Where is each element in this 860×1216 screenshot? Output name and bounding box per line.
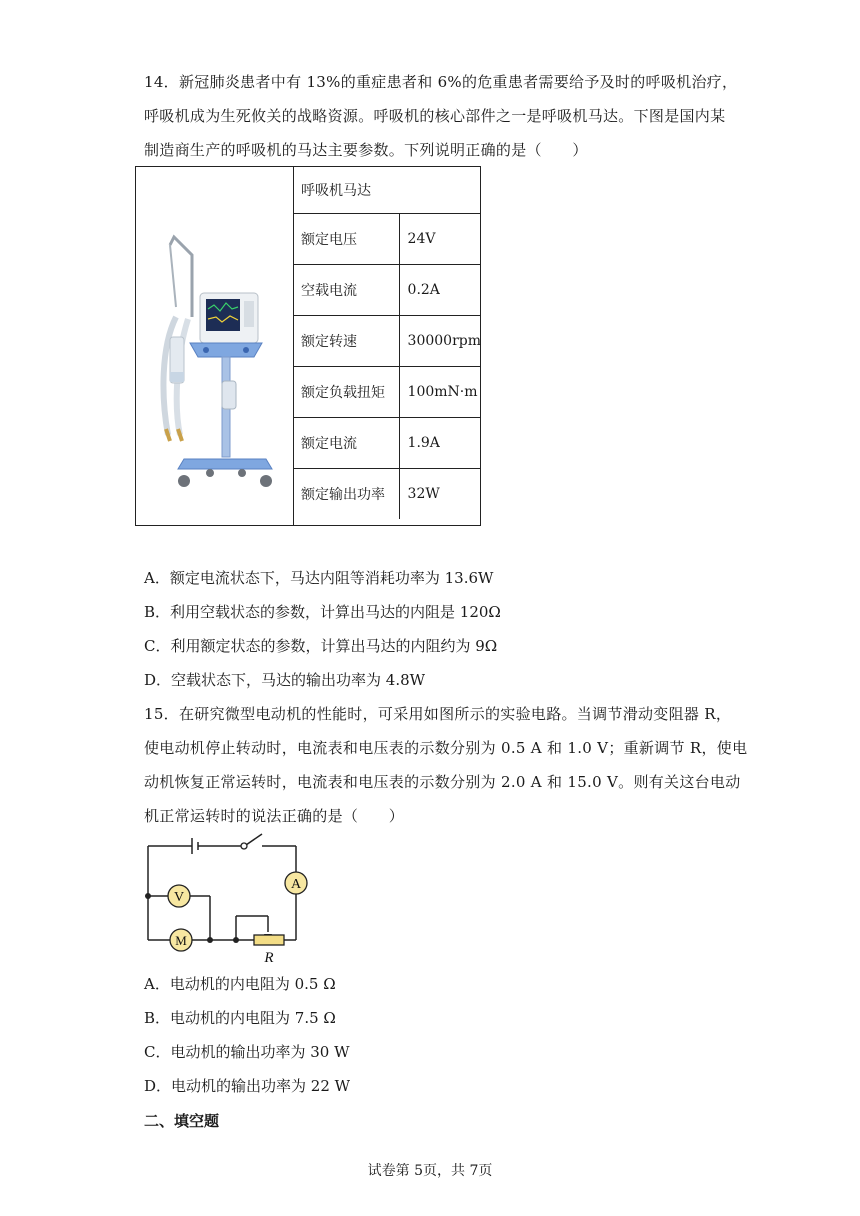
param-name: 额定转速 xyxy=(293,315,399,366)
q15-text-line-3: 动机恢复正常运转时，电流表和电压表的示数分别为 2.0 A 和 15.0 V。则有关这台电动 xyxy=(144,773,741,791)
circuit-diagram xyxy=(138,828,308,968)
table-row xyxy=(293,264,481,315)
param-value: 1.9A xyxy=(399,417,481,468)
q14-text-line-1: 14．新冠肺炎患者中有 13%的重症患者和 6%的危重患者需要给予及时的呼吸机治疗， xyxy=(144,73,738,91)
voltmeter-label: V xyxy=(173,890,185,905)
table-row xyxy=(293,366,481,417)
q14-option-c: C．利用额定状态的参数，计算出马达的内阻约为 9Ω xyxy=(144,637,498,655)
table-row xyxy=(293,213,481,264)
param-value: 32W xyxy=(407,485,440,502)
rheostat-label: R xyxy=(264,950,274,966)
param-name: 空载电流 xyxy=(293,264,399,315)
param-value: 0.2A xyxy=(399,264,481,315)
q15-option-b: B．电动机的内电阻为 7.5 Ω xyxy=(144,1009,336,1027)
q15-text-line-2: 使电动机停止转动时，电流表和电压表的示数分别为 0.5 A 和 1.0 V；重新调节 R，使电 xyxy=(144,739,748,757)
page-footer: 试卷第 5页，共 7页 xyxy=(367,1163,493,1179)
section-heading: 二、填空题 xyxy=(144,1112,220,1130)
q15-option-c: C．电动机的输出功率为 30 W xyxy=(144,1043,350,1061)
param-value: 24V xyxy=(399,213,481,264)
param-value: 100mN·m xyxy=(399,366,481,417)
q15-option-d: D．电动机的输出功率为 22 W xyxy=(144,1077,351,1095)
q15-text-line-4: 机正常运转时的说法正确的是（ ） xyxy=(144,807,405,825)
table-title: 呼吸机马达 xyxy=(293,167,481,213)
param-value: 30000rpm xyxy=(399,315,481,366)
q14-text-line-2: 呼吸机成为生死攸关的战略资源。呼吸机的核心部件之一是呼吸机马达。下图是国内某 xyxy=(144,107,726,125)
table-row xyxy=(293,417,481,468)
param-name: 额定电流 xyxy=(293,417,399,468)
motor-spec-table xyxy=(135,166,481,526)
q15-option-a: A．电动机的内电阻为 0.5 Ω xyxy=(144,975,336,993)
q15-text-line-1: 15．在研究微型电动机的性能时，可采用如图所示的实验电路。当调节滑动变阻器 R， xyxy=(144,705,732,723)
table-row xyxy=(293,468,481,519)
param-name: 额定负载扭矩 xyxy=(293,366,399,417)
q14-option-a: A．额定电流状态下，马达内阻等消耗功率为 13.6W xyxy=(144,569,494,587)
q14-text-line-3: 制造商生产的呼吸机的马达主要参数。下列说明正确的是（ ） xyxy=(144,141,588,159)
ventilator-image xyxy=(136,167,294,525)
param-name: 额定电压 xyxy=(293,213,399,264)
q14-option-b: B．利用空载状态的参数，计算出马达的内阻是 120Ω xyxy=(144,603,501,621)
q14-option-d: D．空载状态下，马达的输出功率为 4.8W xyxy=(144,671,426,689)
spec-table-body xyxy=(293,167,481,519)
motor-label: M xyxy=(175,933,187,948)
table-row xyxy=(293,315,481,366)
param-name: 额定输出功率 xyxy=(293,468,399,519)
ammeter-label: A xyxy=(290,877,302,892)
